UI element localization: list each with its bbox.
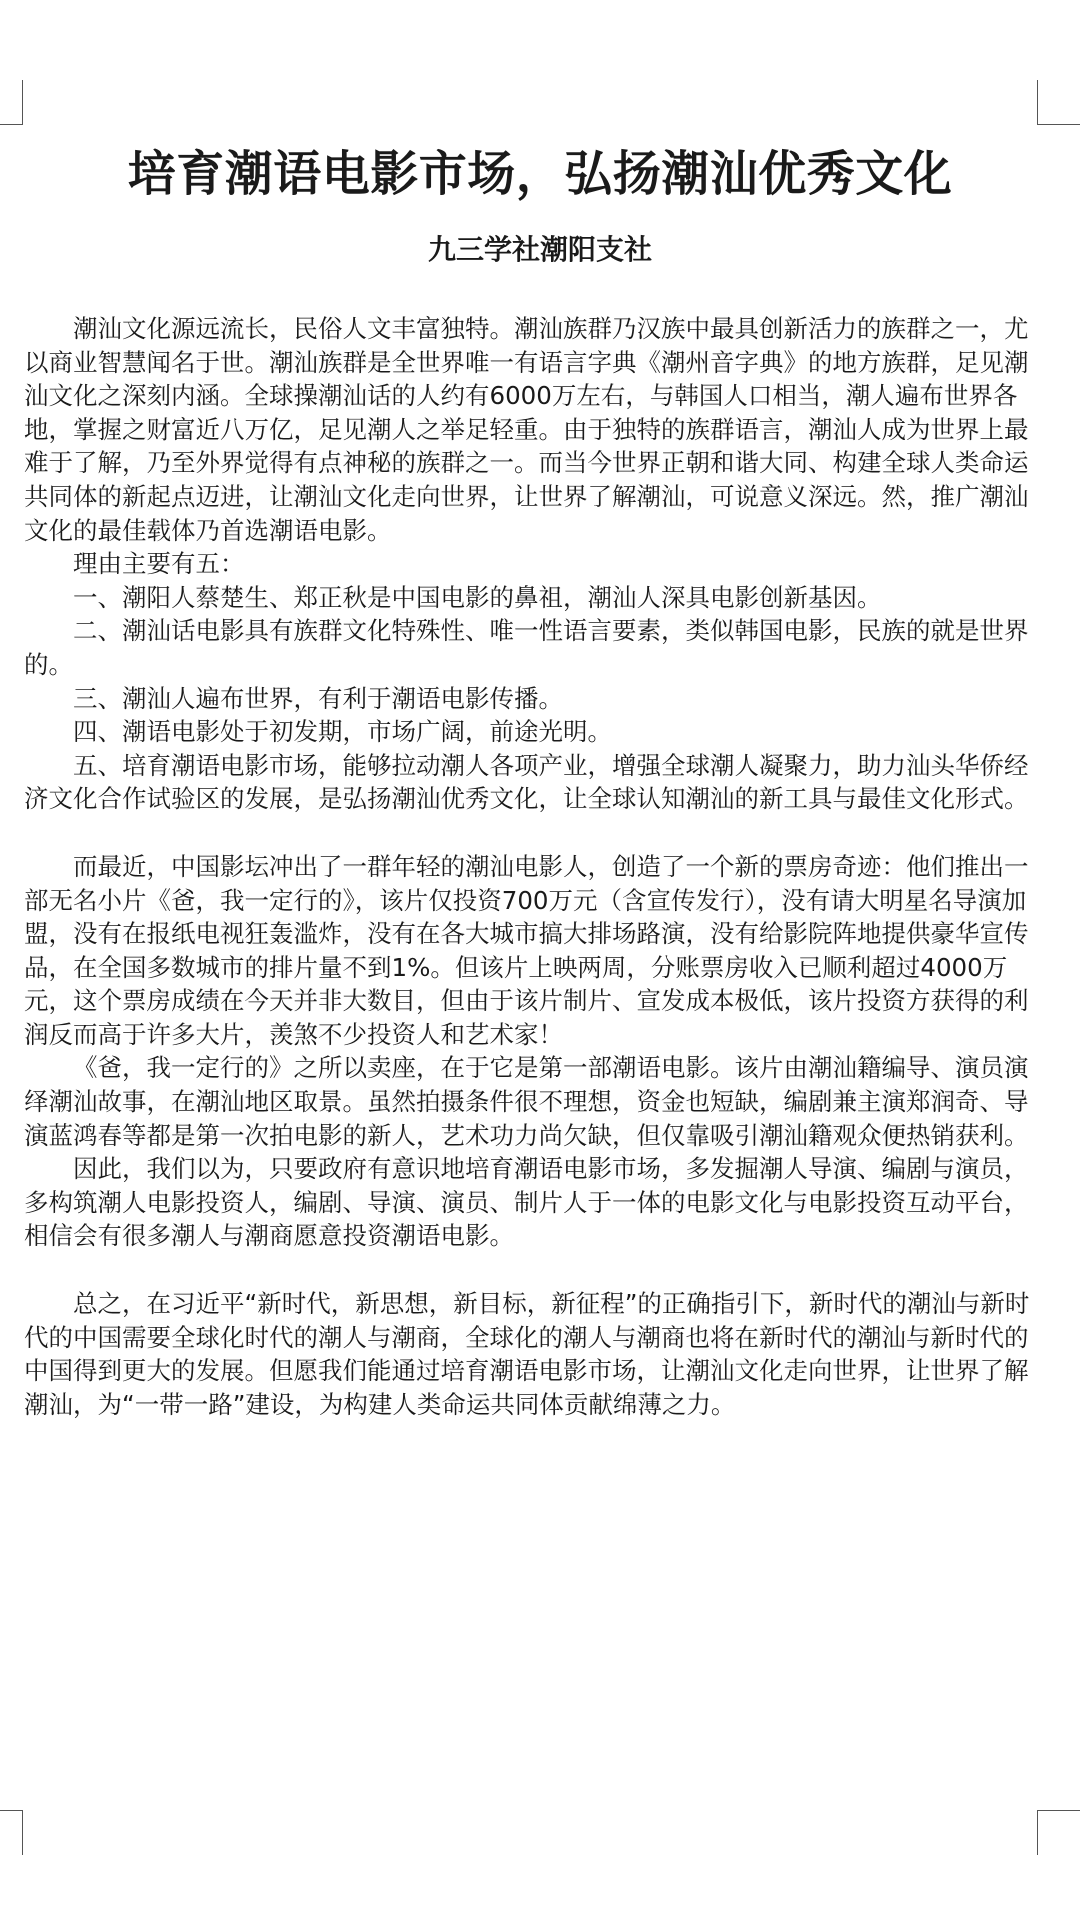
crop-mark-bottom-left [0,1810,23,1855]
crop-mark-bottom-right [1037,1810,1080,1855]
paragraph-proposal: 因此，我们以为，只要政府有意识地培育潮语电影市场，多发掘潮人导演、编剧与演员，多构筑潮人电影投资人，编剧、导演、演员、制片人于一体的电影文化与电影投资互动平台，相信会有很多潮人与潮商愿意投资潮语电影。 [24,1154,1029,1251]
paragraph-box-office: 而最近，中国影坛冲出了一群年轻的潮汕电影人，创造了一个新的票房奇迹：他们推出一部无名小片《爸，我一定行的》，该片仅投资700万元（含宣传发行），没有请大明星名导演加盟，没有在报纸电视狂轰滥炸，没有在各大城市搞大排场路演，没有给影院阵地提供豪华宣传品，在全国多数城市的排片量不到1%。但该片上映两周，分账票房收入已顺利超过4000万元，这个票房成绩在今天并非大数目，但由于该片制片、宣发成本极低，该片投资方获得的利润反而高于许多大片，羡煞不少投资人和艺术家！ [24,851,1029,1049]
paragraph-intro: 潮汕文化源远流长，民俗人文丰富独特。潮汕族群乃汉族中最具创新活力的族群之一，尤以商业智慧闻名于世。潮汕族群是全世界唯一有语言字典《潮州音字典》的地方族群，足见潮汕文化之深刻内涵。全球操潮汕话的人约有6000万左右，与韩国人口相当，潮人遍布世界各地，掌握之财富近八万亿，足见潮人之举足轻重。由于独特的族群语言，潮汕人成为世界上最难于了解，乃至外界觉得有点神秘的族群之一。而当今世界正朝和谐大同、构建全球人类命运共同体的新起点迈进，让潮汕文化走向世界，让世界了解潮汕，可说意义深远。然，推广潮汕文化的最佳载体乃首选潮语电影。 [24,314,1029,545]
document-author: 九三学社潮阳支社 [427,233,652,266]
paragraph-reason-5: 五、培育潮语电影市场，能够拉动潮人各项产业，增强全球潮人凝聚力，助力汕头华侨经济文化合作试验区的发展，是弘扬潮汕优秀文化，让全球认知潮汕的新工具与最佳文化形式。 [24,750,1029,814]
document-title: 培育潮语电影市场，弘扬潮汕优秀文化 [127,146,953,202]
crop-mark-top-left [0,80,23,125]
crop-mark-top-right [1037,80,1080,125]
paragraph-reason-1: 一、潮阳人蔡楚生、郑正秋是中国电影的鼻祖，潮汕人深具电影创新基因。 [73,582,882,612]
paragraph-gap [24,1253,1032,1287]
paragraph-gap [24,816,1032,850]
paragraph-reason-4: 四、潮语电影处于初发期，市场广阔，前途光明。 [73,717,612,747]
paragraph-reason-2: 二、潮汕话电影具有族群文化特殊性、唯一性语言要素，类似韩国电影，民族的就是世界的。 [24,616,1029,679]
paragraph-conclusion: 总之，在习近平“新时代，新思想，新目标，新征程”的正确指引下，新时代的潮汕与新时代的中国需要全球化时代的潮人与潮商，全球化的潮人与潮商也将在新时代的潮汕与新时代的中国得到更大的发展。但愿我们能通过培育潮语电影市场，让潮汕文化走向世界，让世界了解潮汕，为“一带一路”建设，为构建人类命运共同体贡献绵薄之力。 [24,1289,1030,1419]
paragraph-reason-3: 三、潮汕人遍布世界，有利于潮语电影传播。 [73,683,563,713]
paragraph-reasons-heading: 理由主要有五： [73,549,245,579]
paragraph-film-success: 《爸，我一定行的》之所以卖座，在于它是第一部潮语电影。该片由潮汕籍编导、演员演绎潮汕故事，在潮汕地区取景。虽然拍摄条件很不理想，资金也短缺，编剧兼主演郑润奇、导演蓝鸿春等都是第一次拍电影的新人，艺术功力尚欠缺，但仅靠吸引潮汕籍观众便热销获利。 [24,1053,1029,1150]
document-body [24,312,1032,1421]
